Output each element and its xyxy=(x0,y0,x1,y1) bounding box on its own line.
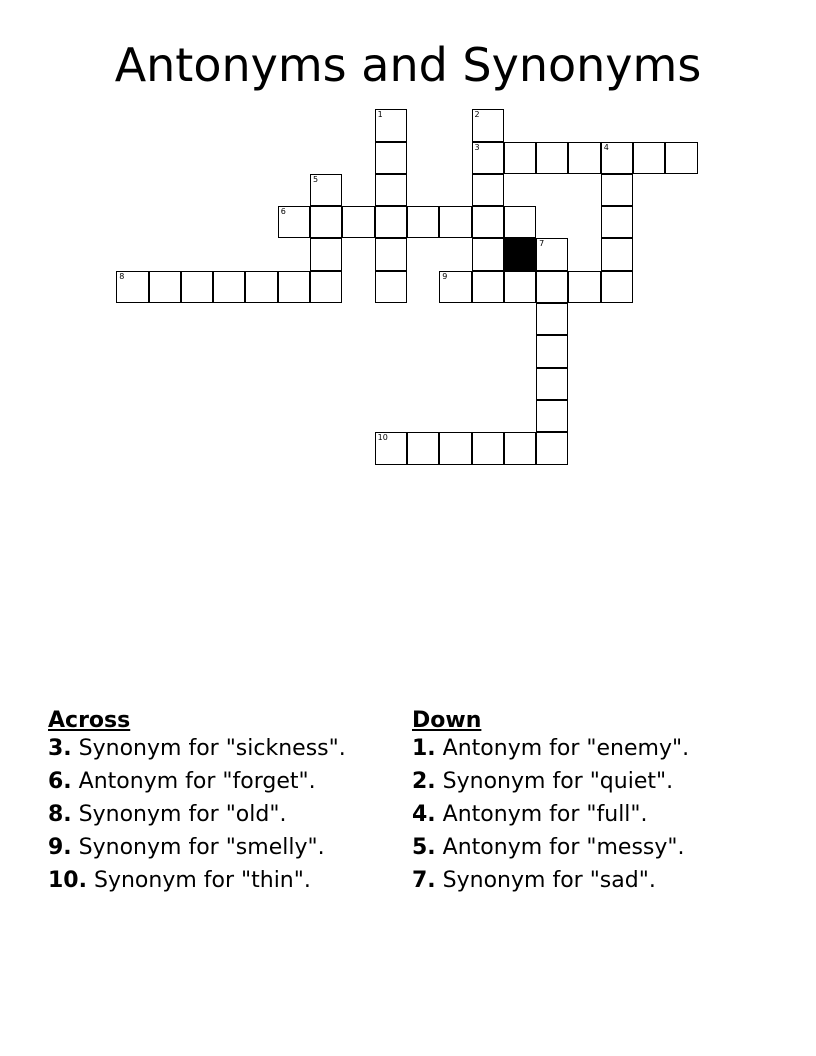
grid-cell[interactable] xyxy=(439,271,471,303)
grid-cell[interactable] xyxy=(310,271,342,303)
grid-cell[interactable] xyxy=(665,142,697,174)
grid-cell[interactable] xyxy=(342,206,374,238)
grid-cell[interactable] xyxy=(472,174,504,206)
clue-number: 1 xyxy=(377,110,383,120)
grid-cell[interactable] xyxy=(375,238,407,270)
across-heading: Across xyxy=(48,708,131,733)
grid-cell[interactable] xyxy=(439,432,471,464)
grid-cell[interactable] xyxy=(504,142,536,174)
grid-cell[interactable] xyxy=(278,206,310,238)
clue-number: 3 xyxy=(474,142,480,152)
grid-cell[interactable] xyxy=(536,368,568,400)
grid-cell[interactable] xyxy=(116,271,148,303)
grid-cell[interactable] xyxy=(536,142,568,174)
clue-across: 6. Antonym for "forget". xyxy=(48,769,316,794)
clue-number: 6 xyxy=(280,207,286,217)
clue-down: 1. Antonym for "enemy". xyxy=(412,736,690,761)
grid-cell[interactable] xyxy=(536,271,568,303)
grid-cell[interactable] xyxy=(504,432,536,464)
grid-cell[interactable] xyxy=(181,271,213,303)
clue-number: 2 xyxy=(474,110,480,120)
clue-number: 5 xyxy=(313,174,319,184)
grid-cell[interactable] xyxy=(375,271,407,303)
down-clues xyxy=(412,704,772,902)
grid-cell[interactable] xyxy=(375,109,407,141)
grid-cell[interactable] xyxy=(278,271,310,303)
grid-cell[interactable] xyxy=(504,206,536,238)
clue-across: 8. Synonym for "old". xyxy=(48,802,287,827)
black-cell xyxy=(504,238,536,270)
grid-cell[interactable] xyxy=(472,238,504,270)
clue-number: 7 xyxy=(539,239,545,249)
clue-across: 10. Synonym for "thin". xyxy=(48,868,311,893)
grid-cell[interactable] xyxy=(310,174,342,206)
grid-cell[interactable] xyxy=(601,206,633,238)
clue-across: 3. Synonym for "sickness". xyxy=(48,736,346,761)
clue-number: 4 xyxy=(603,142,609,152)
grid-cell[interactable] xyxy=(375,174,407,206)
grid-cell[interactable] xyxy=(536,238,568,270)
clue-number: 8 xyxy=(119,271,125,281)
grid-cell[interactable] xyxy=(536,335,568,367)
grid-cell[interactable] xyxy=(504,271,536,303)
grid-cell[interactable] xyxy=(149,271,181,303)
grid-cell[interactable] xyxy=(472,271,504,303)
grid-cell[interactable] xyxy=(213,271,245,303)
grid-cell[interactable] xyxy=(536,400,568,432)
clue-across: 9. Synonym for "smelly". xyxy=(48,835,325,860)
clue-down: 5. Antonym for "messy". xyxy=(412,835,685,860)
grid-cell[interactable] xyxy=(472,432,504,464)
page-title: Antonyms and Synonyms xyxy=(114,38,702,92)
grid-cell[interactable] xyxy=(472,142,504,174)
grid-cell[interactable] xyxy=(568,271,600,303)
grid-cell[interactable] xyxy=(439,206,471,238)
grid-cell[interactable] xyxy=(375,432,407,464)
clue-down: 4. Antonym for "full". xyxy=(412,802,648,827)
grid-cell[interactable] xyxy=(601,142,633,174)
grid-cell[interactable] xyxy=(472,206,504,238)
grid-cell[interactable] xyxy=(407,206,439,238)
grid-cell[interactable] xyxy=(601,238,633,270)
grid-cell[interactable] xyxy=(375,142,407,174)
grid-cell[interactable] xyxy=(536,303,568,335)
grid-cell[interactable] xyxy=(568,142,600,174)
grid-cell[interactable] xyxy=(310,238,342,270)
grid-cell[interactable] xyxy=(601,271,633,303)
grid-cell[interactable] xyxy=(536,432,568,464)
grid-cell[interactable] xyxy=(472,109,504,141)
grid-cell[interactable] xyxy=(375,206,407,238)
grid-cell[interactable] xyxy=(407,432,439,464)
clue-down: 2. Synonym for "quiet". xyxy=(412,769,674,794)
across-clues xyxy=(48,704,378,902)
grid-cell[interactable] xyxy=(245,271,277,303)
grid-cell[interactable] xyxy=(310,206,342,238)
grid-cell[interactable] xyxy=(601,174,633,206)
clue-down: 7. Synonym for "sad". xyxy=(412,868,656,893)
clue-number: 9 xyxy=(442,271,448,281)
down-heading: Down xyxy=(412,708,482,733)
clue-number: 10 xyxy=(377,433,388,443)
grid-cell[interactable] xyxy=(633,142,665,174)
